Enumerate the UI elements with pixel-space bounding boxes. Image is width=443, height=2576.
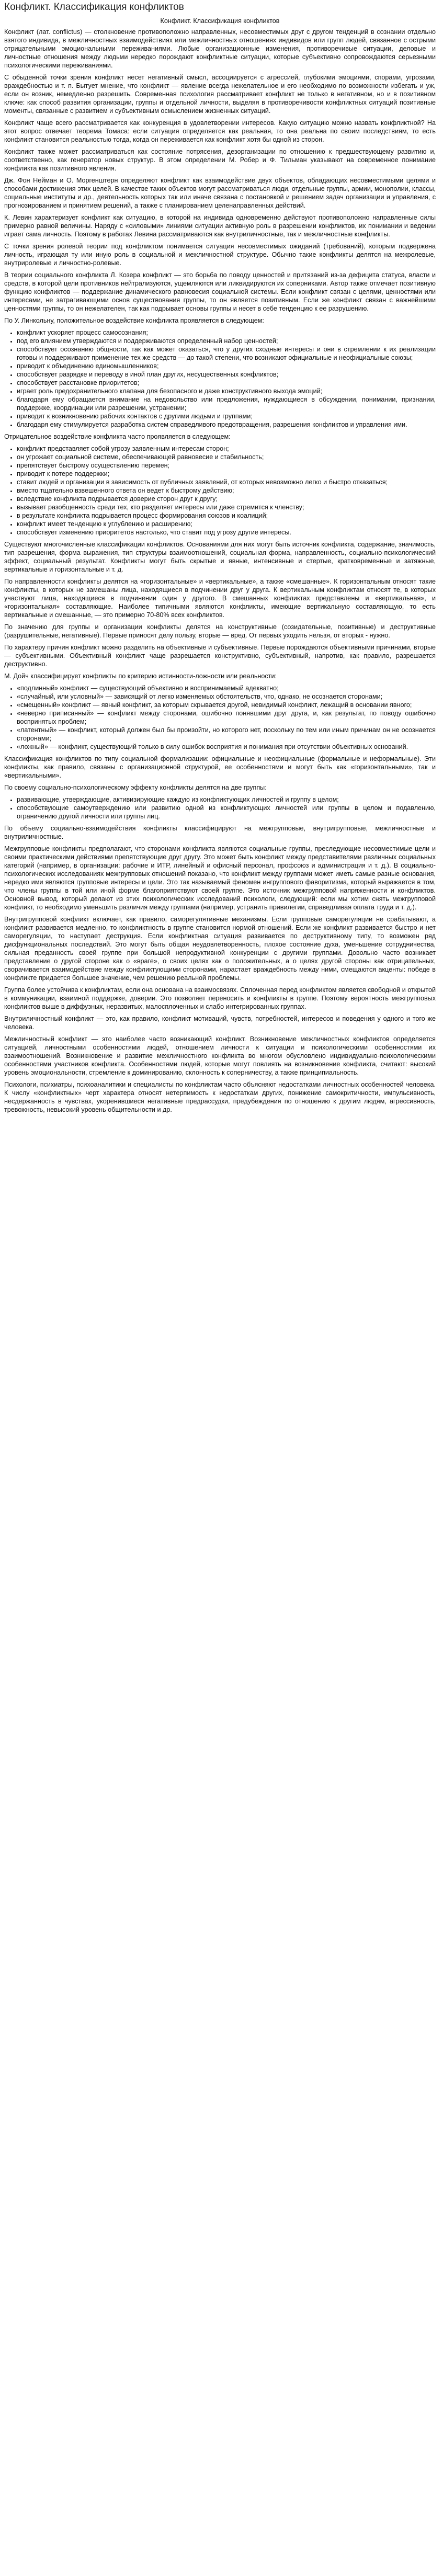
list-item: • он угрожает социальной системе, обеспечивающей равновесие и стабильность; (17, 453, 436, 461)
paragraph: Межгрупповые конфликты предполагают, что сторонами конфликта являются социальные группы, преследующие несовместимые цели и своими практическими действиями препятствующие друг другу. Это может быть конфликт между представителями различных социальных категорий (например, в организации: рабочие и ИТР, линейный и офисный персонал, профсоюз и администрация и т. д.). В социально-психологических исследованиях межгрупповых отношений показано, что конфликт между группами может иметь самые разные основания, нередко ими являются групповые интересы и цели. Это так называемый феномен ингруппового фаворитизма, который выражается в том, что члены группы в той или иной форме благоприятствуют своей группе. Это источник межгрупповой напряженности и конфликтов. Основной вывод, который делают из этих психологических исследований психологи, следующий: если мы хотим снять межгрупповой конфликт, то необходимо уменьшить различия между группами (например, устранить привилегии, справедливая оплата труда и т. д.). (4, 845, 436, 911)
paragraph: Конфликт чаще всего рассматривается как конкуренция в удовлетворении интересов. Какую ситуацию можно назвать конфликтной? На этот вопрос отвечает теорема Томаса: если ситуация определяется как реальная, то она реальна по своим последствиям, то есть конфликт становится реальностью тогда, когда он переживается как конфликт хотя бы одной из сторон. (4, 119, 436, 143)
list-item: • вследствие конфликта подрывается доверие сторон друг к другу; (17, 495, 436, 503)
paragraph: По значению для группы и организации конфликты делятся на конструктивные (созидательные, позитивные) и деструктивные (разрушительные, негативные). Первые приносят делу пользу, вторые — вред. От первых уходить нельзя, от вторых - нужно. (4, 623, 436, 639)
list-item: • «подлинный» конфликт — существующий объективно и воспринимаемый адекватно; (17, 684, 436, 692)
page-title: Конфликт. Классификация конфликтов (4, 2, 184, 13)
list-item: • приводит к объединению единомышленников; (17, 362, 436, 370)
paragraph: В теории социального конфликта Л. Козера конфликт — это борьба по поводу ценностей и притязаний из-за дефицита статуса, власти и средств, в которой цели противников нейтрализуются, ущемляются или ликвидируются их соперниками. Автор также отмечает позитивную функцию конфликтов — поддержание динамического равновесия социальной системы. Если конфликт связан с целями, ценностями или интересами, не затрагивающими основ существования группы, то он является позитивным. Если же конфликт связан с важнейшими ценностями группы, то он нежелателен, так как подрывает основы группы и несет в себе тенденцию к ее разрушению. (4, 271, 436, 312)
list-item: • препятствует быстрому осуществлению перемен; (17, 461, 436, 470)
list-item: • благодаря ему обращается внимание на недовольство или предложения, нуждающиеся в обсуждении, понимании, признании, поддержке, координации или разрешении, устранении; (17, 395, 436, 412)
paragraph: По объему социально-взаимодействия конфликты классифицируют на межгрупповые, внутригрупповые, межличностные и внутриличностные. (4, 825, 436, 840)
list-item: • ставит людей и организации в зависимость от публичных заявлений, от которых невозможно легко и быстро отказаться; (17, 478, 436, 486)
bullet-list (4, 795, 436, 820)
paragraph: Отрицательное воздействие конфликта часто проявляется в следующем: (4, 433, 231, 440)
list-item: • в результате конфликта подрывается процесс формирования союзов и коалиций; (17, 511, 436, 520)
list-item: • конфликт представляет собой угрозу заявленным интересам сторон; (17, 444, 436, 453)
list-item: • конфликт имеет тенденцию к углублению и расширению; (17, 520, 436, 528)
list-item: • под его влиянием утверждаются и поддерживаются определенный набор ценностей; (17, 337, 436, 345)
list-item: • вместо тщательно взвешенного ответа он ведет к быстрому действию; (17, 486, 436, 495)
list-item: • «неверно приписанный» — конфликт между сторонами, ошибочно понявшими друг друга, и, как результат, по поводу ошибочно воспринятых проблем; (17, 709, 436, 726)
list-item: • способствует расстановке приоритетов; (17, 379, 436, 387)
list-item: • «латентный» — конфликт, который должен был бы произойти, но которого нет, поскольку по тем или иным причинам он не осознается сторонами; (17, 726, 436, 743)
list-item: • приводит к потере поддержки; (17, 470, 436, 478)
paragraph: С обыденной точки зрения конфликт несет негативный смысл, ассоциируется с агрессией, глубокими эмоциями, спорами, угрозами, враждебностью и т. п. Бытует мнение, что конфликт — явление всегда нежелательное и его необходимо по возможности избегать и уж, если он возник, немедленно разрешить. Современная психология рассматривает конфликт не только в негативном, но и в позитивном ключе: как способ развития организации, группы и отдельной личности, выделяя в противоречивости конфликтных ситуаций позитивные моменты, связанные с развитием и субъективным осмыслением жизненных ситуаций. (4, 74, 436, 115)
list-item: • «ложный» — конфликт, существующий только в силу ошибок восприятия и понимания при отсутствии объективных оснований. (17, 743, 436, 751)
paragraph: По характеру причин конфликт можно разделить на объективные и субъективные. Первые порождаются объективными причинами, вторые — субъективными. Объективный конфликт чаще разрешается конструктивно, субъективный, напротив, как правило, разрешается деструктивно. (4, 644, 436, 668)
paragraph: Внутриличностный конфликт — это, как правило, конфликт мотиваций, чувств, потребностей, интересов и поведения у одного и того же человека. (4, 1015, 436, 1031)
article-body (4, 28, 436, 1114)
paragraph: С точки зрения ролевой теории под конфликтом понимается ситуация несовместимых ожиданий (требований), которым подвержена личность, играющая ту или иную роль в социальной и межличностной структуре. Обычно такие конфликты делятся на межролевые, внутриролевые и личностно-ролевые. (4, 243, 436, 267)
paragraph: По У. Линкольну, положительное воздействие конфликта проявляется в следующем: (4, 317, 264, 324)
article-subtitle: Конфликт. Классификация конфликтов (160, 17, 280, 25)
bullet-list (4, 328, 436, 429)
list-item: • «случайный, или условный» — зависящий от легко изменяемых обстоятельств, что, однако, не осознается сторонами; (17, 692, 436, 701)
list-item: • благодаря ему стимулируется разработка систем справедливого предотвращения, разрешения конфликтов и управления ими. (17, 420, 436, 429)
list-item: • способствует осознанию общности, так как может оказаться, что у других сходные интересы и они в стремлении к их реализации готовы и поддерживают применение тех же средств — до такой степени, что возникают официальные и неофициальные союзы; (17, 345, 436, 362)
list-item: • развивающие, утверждающие, активизирующие каждую из конфликтующих личностей и группу в целом; (17, 795, 436, 804)
paragraph: К. Левин характеризует конфликт как ситуацию, в которой на индивида одновременно действуют противоположно направленные силы примерно равной величины. Наряду с «силовыми» линиями ситуации активную роль в разрешении конфликтов, их понимании и ведении играет сама личность. Поэтому в работах Левина рассматриваются как внутриличностные, так и межличностные конфликты. (4, 214, 436, 238)
paragraph: Классификация конфликтов по типу социальной формализации: официальные и неофициальные (формальные и неформальные). Эти конфликты, как правило, связаны с организационной структурой, ее особенностями и могут быть как «горизонтальными», так и «вертикальными». (4, 755, 436, 779)
paragraph: Психологи, психиатры, психоаналитики и специалисты по конфликтам часто объясняют недостатками личностных особенностей человека. К числу «конфликтных» черт характера относят нетерпимость к недостаткам других, понижение самокритичности, импульсивность, несдержанность в чувствах, укоренившиеся негативные предрассудки, предубеждения по отношению к другим людям, агрессивность, тревожность, невысокий уровень общительности и др. (4, 1081, 436, 1113)
paragraph: Конфликт (лат. conflictus) — столкновение противоположно направленных, несовместимых друг с другом тенденций в сознании отдельно взятого индивида, в межличностных взаимодействиях или межличностных отношениях индивидов или групп людей, связанное с острыми отрицательными эмоциональными переживаниями. Любые организационные изменения, противоречивые ситуации, деловые и личностные отношения между людьми нередко порождают конфликтные ситуации, которые субъективно сопровождаются серьезными психологическими переживаниями. (4, 28, 436, 69)
paragraph: М. Дойч классифицирует конфликты по критерию истинности-ложности или реальности: (4, 673, 277, 680)
list-item: • вызывает разобщенность среди тех, кто разделяет интересы или даже стремится к членству; (17, 503, 436, 511)
list-item: • конфликт ускоряет процесс самосознания; (17, 328, 436, 337)
paragraph: Существуют многочисленные классификации конфликтов. Основаниями для них могут быть источник конфликта, содержание, значимость, тип разрешения, форма выражения, тип структуры взаимоотношений, социальная форма, направленность, социально-психологический эффект, социальный результат. Конфликты могут быть скрытые и явные, интенсивные и стертые, кратковременные и затяжные, вертикальные и горизонтальные и т. д. (4, 541, 436, 573)
paragraph: По направленности конфликты делятся на «горизонтальные» и «вертикальные», а также «смешанные». К горизонтальным относят такие конфликты, в которых не замешаны лица, находящиеся в подчинении друг у друга. К вертикальным конфликтам относят те, в которых участвуют лица, находящиеся в подчинении один у другого. В смешанных конфликтах представлены и «вертикальная», и «горизонтальная» составляющие. Наиболее типичными являются конфликты, имеющие вертикальную составляющую, то есть вертикальные и смешанные, — это примерно 70-80% всех конфликтов. (4, 578, 436, 619)
list-item: • приводит к возникновению рабочих контактов с другими людьми и группами; (17, 412, 436, 420)
paragraph: Межличностный конфликт — это наиболее часто возникающий конфликт. Возникновение межличностных конфликтов определяется ситуацией, личностными особенностями людей, отношением личности к ситуации и психологическими особенностями их взаимоотношений. Возникновение и развитие межличностного конфликта во многом обусловлено индивидуально-психологическими особенностями участников конфликта. Особенностями людей, которые могут повлиять на возникновение конфликта, считают: высокий уровень эмоциональности, стремление к доминированию, склонность к соперничеству, а также принципиальность. (4, 1035, 436, 1076)
paragraph: Внутригрупповой конфликт включает, как правило, саморегулятивные механизмы. Если групповые саморегуляции не срабатывают, а конфликт развивается медленно, то конфликтность в группе становится нормой отношений. Если же конфликт развивается быстро и нет саморегуляции, то наступает деструкция. Если конфликтная ситуация развивается по деструктивному типу, то возможен ряд дисфункциональных последствий. Это могут быть общая неудовлетворенность, плохое состояние духа, уменьшение сотрудничества, сильная преданность своей группе при большой непродуктивной конкуренции с другими группами. Довольно часто возникает представление о другой стороне как о «враге», о своих целях как о положительных, а о целях другой стороны как отрицательных, сворачивается взаимодействие между конфликтующими сторонами, нарастает враждебность между ними, смещаются акценты: победе в конфликте придается большее значение, чем решению реальной проблемы. (4, 916, 436, 982)
paragraph: Группа более устойчива к конфликтам, если она основана на взаимосвязях. Сплоченная перед конфликтом является свободной и открытой в коммуникации, взаимной поддержке, доверии. Это позволяет переносить и конфликты в группе. Поэтому вероятность межгрупповых конфликтов выше в диффузных, неразвитых, малосплоченных и слабо интегрированных группах. (4, 986, 436, 1010)
list-item: • способствует разрядке и переводу в иной план других, несущественных конфликтов; (17, 370, 436, 379)
list-item: • играет роль предохранительного клапана для безопасного и даже конструктивного выхода эмоций; (17, 387, 436, 395)
paragraph: Дж. Фон Нейман и О. Моргенштерн определяют конфликт как взаимодействие двух объектов, обладающих несовместимыми целями и способами достижения этих целей. В качестве таких объектов могут рассматриваться люди, отдельные группы, армии, монополии, классы, социальные институты и др., деятельность которых так или иначе связана с постановкой и решением задач организации и управления, с прогнозированием и принятием решений, а также с планированием целенаправленных действий. (4, 177, 436, 209)
paragraph: Конфликт также может рассматриваться как состояние потрясения, дезорганизации по отношению к предшествующему развитию и, соответственно, как генератор новых структур. В этом определении М. Робер и Ф. Тильман указывают на современное понимание конфликта как позитивного явления. (4, 148, 436, 172)
list-item: • «смещенный» конфликт — явный конфликт, за которым скрывается другой, невидимый конфликт, лежащий в основании явного; (17, 701, 436, 709)
bullet-list (4, 684, 436, 751)
paragraph: По своему социально-психологическому эффекту конфликты делятся на две группы: (4, 784, 267, 791)
bullet-list (4, 444, 436, 537)
list-item: • способствует изменению приоритетов настолько, что ставит под угрозу другие интересы. (17, 528, 436, 537)
list-item: • способствующие самоутверждению или развитию одной из конфликтующих личностей или группы в целом и подавлению, ограничению другой личности или группы лиц. (17, 804, 436, 820)
document-page (0, 0, 443, 1114)
